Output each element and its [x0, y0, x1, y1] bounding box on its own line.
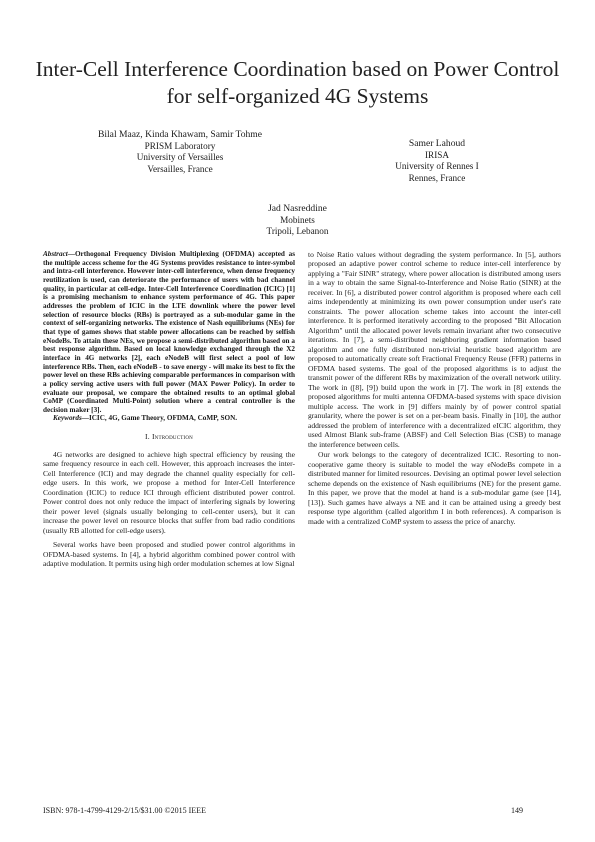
- intro-paragraph-2: Several works have been proposed and studied power control algorithms in OFDMA-based systems. In [4], a hybrid algorithm combined power control with adaptive modulation. It permits using high order modulation schemes at low Signal: [43, 540, 295, 569]
- paper-title: Inter-Cell Interference Coordination based on Power Control for self-organized 4G Systems: [35, 57, 560, 108]
- author-block-2: [362, 138, 512, 184]
- abstract-label: Abstract—: [43, 250, 75, 258]
- author-affiliation: Mobinets: [280, 214, 315, 225]
- abstract-text: Orthogonal Frequency Division Multiplexing (OFDMA) accepted as the multiple access scheme for the 4G Systems provides resistance to inter-symbol and intra-cell interference. However inter-cell interference, when dense frequency reutilization is used, can deteriorate the performance of users with bad channel quality, in particular at cell-edge. Inter-Cell Interference Coordination (ICIC) [1] is a promising mechanism to enhance system performance of 4G. This paper addresses the problem of ICIC in the LTE downlink where the power level selection of resource blocks (RBs) is portrayed as a sub-modular game in the context of self-organizing networks. The existence of Nash equilibriums (NEs) for that type of games shows that stable power allocations can be reached by selfish eNodeBs. To attain these NEs, we propose a semi-distributed algorithm based on a best response algorithm. Based on local knowledge exchanged through the X2 interface in 4G networks [2], each eNodeB will first select a pool of low interference RBs. Then, each eNodeB - to save energy - will make its best to fix the power level on these RBs achieving comparable performances in comparison with a policy serving active users with full power (MAX Power Policy). In order to evaluate our proposal, we compare the obtained results to an optimal global CoMP (Coordinated Multi-Point) solution where a central controller is the decision maker [3].: [43, 250, 295, 414]
- author-institution: University of Versailles: [136, 152, 224, 163]
- author-location: Tripoli, Lebanon: [266, 226, 329, 237]
- author-block-1: [75, 129, 285, 175]
- author-names: Jad Nasreddine: [268, 203, 327, 214]
- section-heading-introduction: [43, 432, 295, 441]
- footer-isbn: ISBN: 978-1-4799-4129-2/15/$31.00 ©2015 IEEE: [43, 806, 206, 815]
- author-names: Samer Lahoud: [408, 138, 466, 149]
- author-names: Bilal Maaz, Kinda Khawam, Samir Tohme: [97, 129, 263, 140]
- author-affiliation: IRISA: [425, 149, 449, 160]
- author-location: Rennes, France: [408, 172, 466, 183]
- section-number: I.: [145, 432, 150, 442]
- keywords-label: Keywords—: [53, 414, 89, 423]
- section-title: Introduction: [151, 432, 193, 442]
- right-column: [308, 250, 561, 527]
- author-institution: University of Rennes I: [395, 161, 479, 172]
- keywords-text: ICIC, 4G, Game Theory, OFDMA, CoMP, SON.: [88, 414, 238, 423]
- author-location: Versailles, France: [147, 163, 213, 174]
- abstract: [43, 250, 295, 414]
- intro-paragraph-3: to Noise Ratio values without degrading the system performance. In [5], authors proposed an adaptive power control scheme to reduce inter-cell interference by applying a "Fair SINR" strategy, where power allocation is distributed among users in a way to obtain the same Signal-to-Interference and Noise Ratio (SINR) at the receiver. In [6], a distributed power control algorithm is proposed where each cell aims independently at minimizing its own power consumption under user's rate constraints. The power allocation scheme takes into account the inter-cell interference. It is performed iteratively according to the proposed "Bit Allocation Algorithm" until the allocated power levels remain invariant after two consecutive iterations. In [7], a semi-distributed neighboring gradient information based algorithm and one fully distributed non-trivial heuristic based algorithm are proposed to automatically create soft Fractional Frequency Reuse (FFR) patterns in OFDMA based systems. The goal of the proposed algorithms is to adjust the transmit power of the different RBs by maximization of the overall network utility. The work in ([8], [9]) build upon the work in [7]. The work in [8] extends the proposed algorithms for multi antenna OFDMA-based systems with space division multiple access. The work in [9] differs mainly by of power control spatial granularity, where the power is set on a per-beam basis. Finally in [10], the author addressed the problem of interference with a decentralized eICIC algorithm, they used Almost Blank sub-frame (ABSF) and Cell Selection Bias (CSB) to manage the interference between cells.: [308, 250, 561, 449]
- author-block-3: [230, 203, 365, 238]
- author-affiliation: PRISM Laboratory: [144, 140, 216, 151]
- left-column: [43, 250, 295, 574]
- intro-paragraph-4: Our work belongs to the category of decentralized ICIC. Resorting to non-cooperative game theory is suitable to model the way eNodeBs compete in a distributed manner for limited resources. Devising an optimal power level selection scheme depends on the existence of Nash equilibriums (NE) for the present game. In this paper, we prove that the model at hand is a sub-modular game (see [14], [13]). Such games have always a NE and it can be attained using a greedy best response type algorithm (called algorithm I in both references). A comparison is made with a centralized CoMP system to assess the price of anarchy.: [308, 450, 561, 526]
- keywords: [43, 414, 295, 423]
- intro-paragraph-1: 4G networks are designed to achieve high spectral efficiency by reusing the same frequency resource in each cell. However, this approach increases the inter-Cell Interference (ICI) and may degrade the channel quality especially for cell-edge users. In this work, we propose a method for Inter-Cell Interference Coordination (ICIC) to reduce ICI through efficient distributed power control. Power control does not only reduce the impact of interfering signals by lowering their power level (signals usually belonging to cell-center users), but it can increase the power level on resource blocks that suffer from bad radio conditions (usually RB allotted for cell-edge users).: [43, 449, 295, 535]
- page-number: 149: [511, 806, 523, 815]
